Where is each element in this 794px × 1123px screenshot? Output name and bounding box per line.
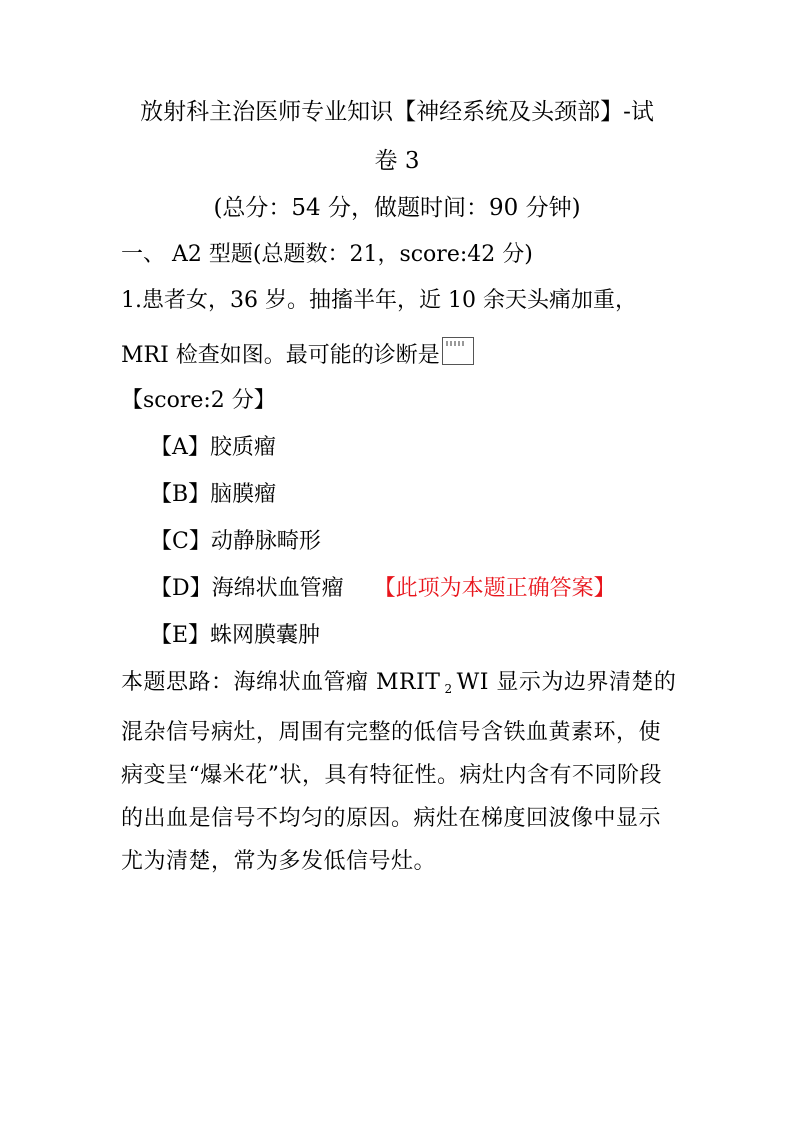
exam-title-line-1: 放射科主治医师专业知识【神经系统及头颈部】-试 [140,99,654,125]
question-score: 【score:2 分】 [121,388,276,413]
option-c: 【C】动静脉畸形 [150,529,321,554]
exam-title-line-2: 卷 3 [374,148,420,174]
mri-image-thumbnail[interactable] [442,337,474,365]
option-d [150,574,616,604]
explanation-paragraph [121,661,681,883]
option-a: 【A】胶质瘤 [150,435,276,460]
option-e: 【E】蛛网膜囊肿 [150,623,321,648]
option-d-label: 【D】海绵状血管瘤 [150,576,344,601]
explanation-text-start: 本题思路：海绵状血管瘤 MRIT [121,670,441,695]
explanation-subscript: 2 [444,682,453,696]
question-stem-line-2 [121,337,474,371]
exam-summary: (总分：54 分，做题时间：90 分钟) [213,195,581,221]
question-stem-text: MRI 检查如图。最可能的诊断是 [121,343,440,368]
section-heading: 一、 A2 型题(总题数：21，score:42 分) [121,242,533,267]
question-stem-line-1: 1.患者女，36 岁。抽搐半年，近 10 余天头痛加重， [121,288,637,313]
explanation-text-rest: WI 显示为边界清楚的混杂信号病灶，周围有完整的低信号含铁血黄素环，使病变呈“爆米花”状，具有特征性。病灶内含有不同阶段的出血是信号不均匀的原因。病灶在梯度回波像中显示尤为清楚，常为多发低信号灶。 [121,670,677,874]
correct-answer-note: 【此项为本题正确答案】 [373,576,616,601]
option-b: 【B】脑膜瘤 [150,482,277,507]
